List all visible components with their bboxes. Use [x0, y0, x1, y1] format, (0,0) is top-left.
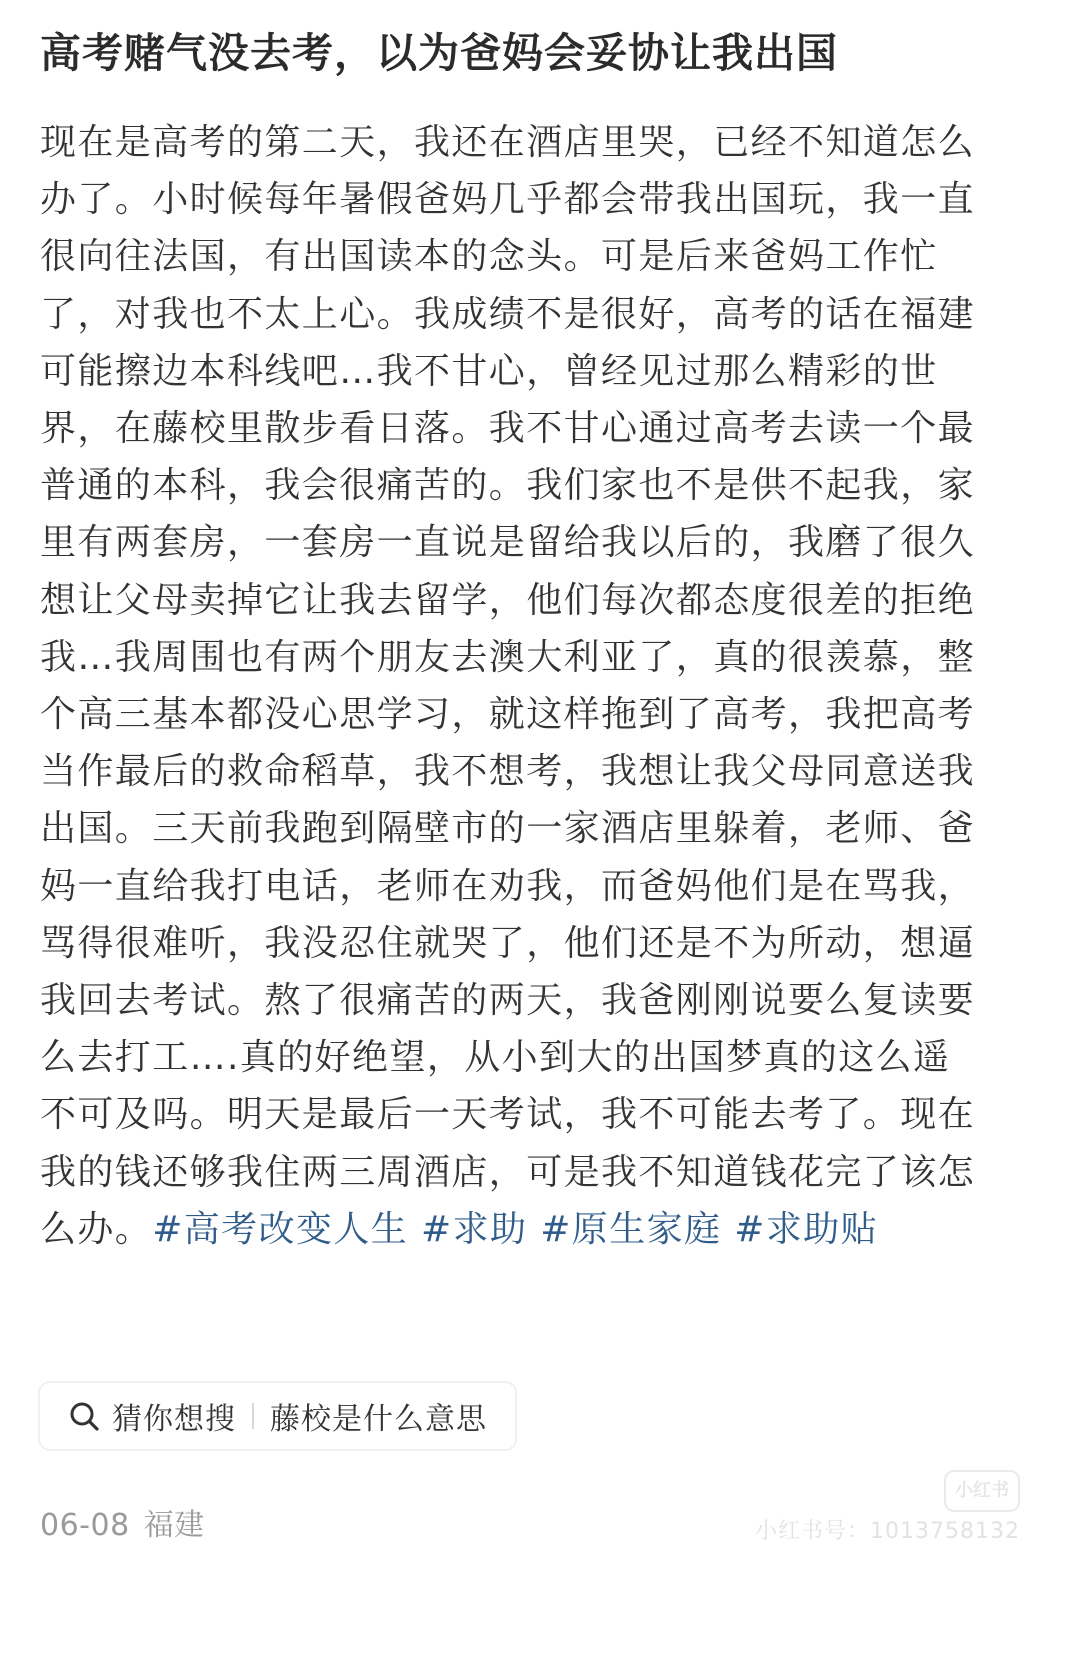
hashtag-link[interactable]: #高考改变人生 [152, 1208, 409, 1250]
post-location: 福建 [143, 1508, 205, 1543]
post-meta [40, 1500, 205, 1544]
post-body-text: 现在是高考的第二天，我还在酒店里哭，已经不知道怎么办了。小时候每年暑假爸妈几乎都会带我出国玩，我一直很向往法国，有出国读本的念头。可是后来爸妈工作忙了，对我也不太上心。我成绩不是很好，高考的话在福建可能擦边本科线吧…我不甘心，曾经见过那么精彩的世界，在藤校里散步看日落。我不甘心通过高考去读一个最普通的本科，我会很痛苦的。我们家也不是供不起我，家里有两套房，一套房一直说是留给我以后的，我磨了很久想让父母卖掉它让我去留学，他们每次都态度很差的拒绝我…我周围也有两个朋友去澳大利亚了，真的很羡慕，整个高三基本都没心思学习，就这样拖到了高考，我把高考当作最后的救命稻草，我不想考，我想让我父母同意送我出国。三天前我跑到隔壁市的一家酒店里躲着，老师、爸妈一直给我打电话，老师在劝我，而爸妈他们是在骂我，骂得很难听，我没忍住就哭了，他们还是不为所动，想逼我回去考试。熬了很痛苦的两天，我爸刚刚说要么复读要么去打工….真的好绝望，从小到大的出国梦真的这么遥不可及吗。明天是最后一天考试，我不可能去考了。现在我的钱还够我住两三周酒店，可是我不知道钱花完了该怎么办。 [40, 122, 976, 1250]
search-suggestion-query: 藤校是什么意思 [270, 1402, 487, 1437]
post-title: 高考赌气没去考，以为爸妈会妥协让我出国 [40, 29, 838, 77]
hashtag-link[interactable]: #求助贴 [734, 1208, 879, 1250]
watermark-logo: 小红书 [944, 1470, 1020, 1512]
post-body [40, 114, 980, 1258]
search-icon [68, 1400, 100, 1432]
post-date: 06-08 [40, 1508, 130, 1543]
hashtag-link[interactable]: #原生家庭 [540, 1208, 722, 1250]
search-suggestion-label: 猜你想搜 [112, 1402, 236, 1437]
search-suggestion-chip[interactable] [38, 1381, 517, 1451]
hashtag-link[interactable]: #求助 [421, 1208, 528, 1250]
divider [252, 1403, 254, 1429]
watermark-id: 小红书号：1013758132 [755, 1519, 1020, 1544]
watermark [720, 1470, 1020, 1590]
post-content [40, 0, 1040, 1258]
